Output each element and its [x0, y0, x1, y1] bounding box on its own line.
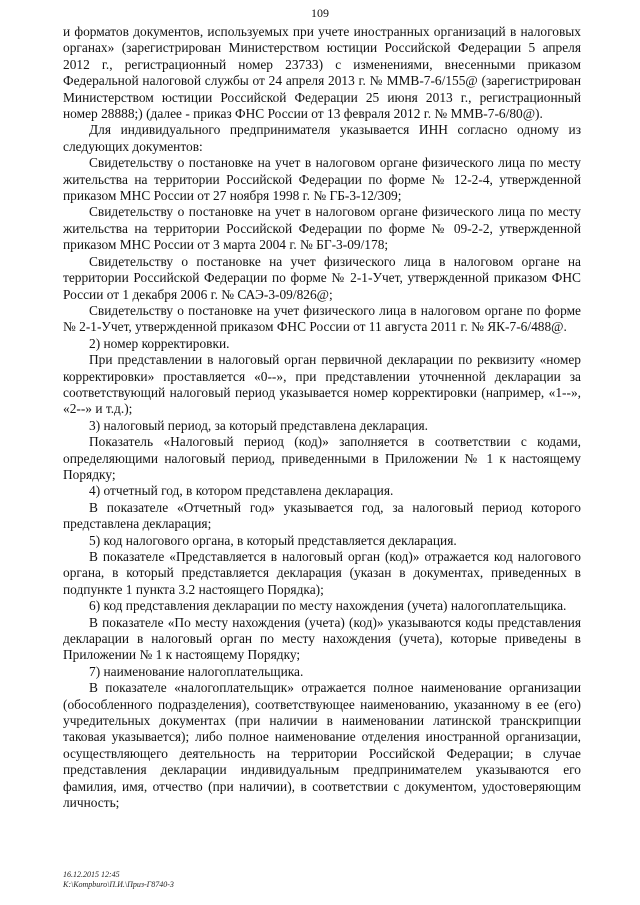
paragraph: Свидетельству о постановке на учет в налоговом органе физического лица по месту жительства на территории Российской Федерации по форме № 12-2-4, утвержденной приказом МНС России от 27 ноября 1998 г. № ГБ-3-12/309;	[63, 155, 581, 204]
paragraph: 6) код представления декларации по месту нахождения (учета) налогоплательщика.	[89, 598, 567, 614]
paragraph: В показателе «По месту нахождения (учета) (код)» указываются коды представления декларации в налоговый орган по месту нахождения (учета), которые приведены в Приложении № 1 к настоящему Порядку;	[63, 614, 581, 663]
paragraph: 7) наименование налогоплательщика.	[89, 663, 304, 679]
paragraph: и форматов документов, используемых при учете иностранных организаций в налоговых органах» (зарегистрирован Министерством юстиции Российской Федерации 5 апреля 2012 г., регистрационный номер 23733) с изменениями, внесенными приказом Федеральной налоговой службы от 24 апреля 2013 г. № ММВ-7-6/155@ (зарегистрирован Министерством юстиции Российской Федерации 25 июня 2013 г., регистрационный номер 28888;) (далее - приказ ФНС России от 13 февраля 2012 г. № ММВ-7-6/80@).	[63, 24, 581, 122]
paragraph: Показатель «Налоговый период (код)» заполняется в соответствии с кодами, определяющими налоговый период, приведенными в Приложении № 1 к настоящему Порядку;	[63, 434, 581, 482]
paragraph: 4) отчетный год, в котором представлена декларация.	[89, 483, 394, 499]
paragraph: В показателе «Отчетный год» указывается год, за налоговый период которого представлена декларация;	[63, 499, 581, 532]
page-number: 109	[311, 6, 329, 20]
paragraph: В показателе «налогоплательщик» отражается полное наименование организации (обособленного подразделения), соответствующее наименованию, указанному в ее (его) учредительных документах (при наличии в наименовании латинской транскрипции таковая указывается); либо полное наименование отделения иностранной организации, осуществляющего деятельность на территории Российской Федерации; в случае представления декларации индивидуальным предпринимателем указываются его фамилия, имя, отчество (при наличии), в соответствии с документом, удостоверяющим личность;	[63, 680, 581, 811]
print-footer	[63, 870, 174, 890]
paragraph: 2) номер корректировки.	[89, 335, 230, 351]
paragraph: 5) код налогового органа, в который представляется декларация.	[89, 532, 457, 548]
footer-file-path: К:\Кompburo\П.И.\Приз-Г8740-3	[63, 880, 174, 889]
paragraph: Свидетельству о постановке на учет физического лица в налоговом органе по форме № 2-1-Учет, утвержденной приказом ФНС России от 11 августа 2011 г. № ЯК-7-6/488@.	[63, 302, 581, 335]
paragraph: В показателе «Представляется в налоговый орган (код)» отражается код налогового органа, в который представляется декларация (указан в документах, приведенных в подпункте 1 пункта 3.2 настоящего Порядка);	[63, 549, 581, 597]
paragraph: 3) налоговый период, за который представлена декларация.	[89, 417, 429, 433]
paragraph: Свидетельству о постановке на учет в налоговом органе физического лица по месту жительства на территории Российской Федерации по форме № 09-2-2, утвержденной приказом МНС России от 3 марта 2004 г. № БГ-3-09/178;	[63, 204, 581, 253]
paragraph: Свидетельству о постановке на учет физического лица в налоговом органе на территории Российской Федерации по форме № 2-1-Учет, утвержденной приказом ФНС России от 1 декабря 2006 г. № САЭ-3-09/826@;	[63, 253, 581, 302]
paragraph: Для индивидуального предпринимателя указывается ИНН согласно одному из следующих документов:	[63, 122, 581, 154]
footer-timestamp: 16.12.2015 12:45	[63, 870, 120, 879]
document-body	[63, 24, 581, 812]
paragraph: При представлении в налоговый орган первичной декларации по реквизиту «номер корректировки» проставляется «0--», при представлении уточненной декларации за соответствующий налоговый период указывается номер корректировки (например, «1--», «2--» и т.д.);	[63, 352, 581, 417]
